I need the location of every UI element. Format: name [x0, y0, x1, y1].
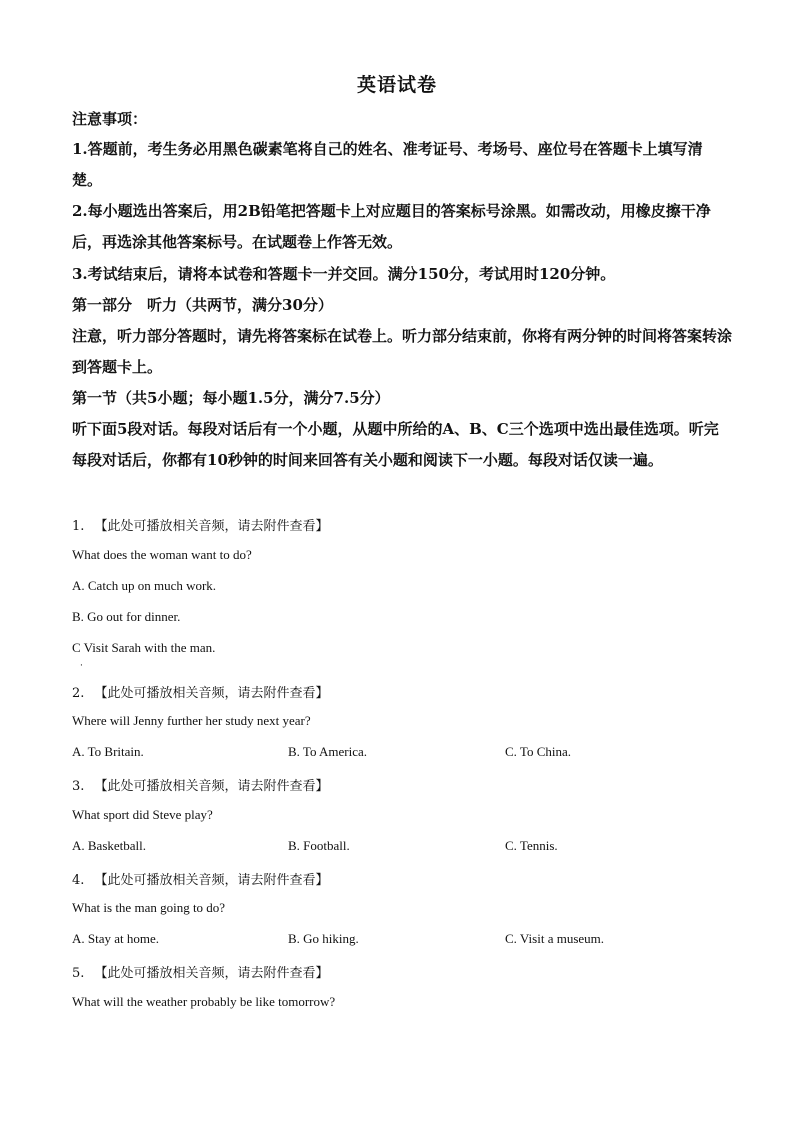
audio-placeholder[interactable]: 【此处可播放相关音频，请去附件查看】	[94, 686, 329, 701]
section1-instructions: 听下面5段对话。每段对话后有一个小题，从题中所给的A、B、C三个选项中选出最佳选项。听完每段对话后，你都有10秒钟的时间来回答有关小题和阅读下一小题。每段对话仅读一遍。	[72, 420, 719, 469]
question-4-header	[72, 869, 329, 888]
question-1-text: What does the woman want to do?	[72, 547, 252, 562]
notice-item-3: 3.考试结束后，请将本试卷和答题卡一并交回。满分150分，考试用时120分钟。	[72, 265, 616, 283]
notice-heading: 注意事项：	[72, 110, 148, 128]
question-number: 3.	[72, 779, 85, 794]
question-2-option-c: C. To China.	[505, 744, 572, 759]
question-3-option-c: C. Tennis.	[505, 838, 558, 853]
question-2-option-b: B. To America.	[288, 744, 368, 759]
part1-note: 注意，听力部分答题时，请先将答案标在试卷上。听力部分结束前，你将有两分钟的时间将答案转涂到答题卡上。	[72, 327, 733, 376]
question-2-option-a: A. To Britain.	[72, 744, 144, 759]
question-1-option-a: A. Catch up on much work.	[72, 578, 217, 593]
question-4-text: What is the man going to do?	[72, 900, 226, 915]
audio-placeholder[interactable]: 【此处可播放相关音频，请去附件查看】	[94, 966, 329, 981]
section1-heading: 第一节（共5小题；每小题1.5分，满分7.5分）	[72, 389, 390, 407]
question-number: 2.	[72, 686, 85, 701]
notice-item-1: 1.答题前，考生务必用黑色碳素笔将自己的姓名、准考证号、考场号、座位号在答题卡上填写清楚。	[72, 140, 703, 189]
question-3-option-a: A. Basketball.	[72, 838, 147, 853]
page-title: 英语试卷	[356, 74, 437, 96]
audio-placeholder[interactable]: 【此处可播放相关音频，请去附件查看】	[94, 779, 329, 794]
notice-item-2: 2.每小题选出答案后，用2B铅笔把答题卡上对应题目的答案标号涂黑。如需改动，用橡皮擦干净后，再选涂其他答案标号。在试题卷上作答无效。	[72, 202, 711, 251]
question-3-text: What sport did Steve play?	[72, 807, 213, 822]
question-1-option-c: C Visit Sarah with the man.	[72, 640, 216, 655]
question-3-header	[72, 775, 329, 794]
question-1-option-b: B. Go out for dinner.	[72, 609, 181, 624]
audio-placeholder[interactable]: 【此处可播放相关音频，请去附件查看】	[94, 873, 329, 888]
question-number: 4.	[72, 873, 85, 888]
question-4-option-b: B. Go hiking.	[288, 931, 359, 946]
question-number: 5.	[72, 966, 85, 981]
question-3-option-b: B. Football.	[288, 838, 350, 853]
question-2-text: Where will Jenny further her study next year?	[72, 713, 311, 728]
question-1-header	[72, 515, 329, 534]
stray-dot: ·	[80, 661, 83, 671]
question-4-option-c: C. Visit a museum.	[505, 931, 605, 946]
question-5-header	[72, 962, 329, 981]
question-2-header	[72, 682, 329, 701]
question-5-text: What will the weather probably be like tomorrow?	[72, 994, 336, 1009]
question-number: 1.	[72, 519, 85, 534]
audio-placeholder[interactable]: 【此处可播放相关音频，请去附件查看】	[94, 519, 329, 534]
part1-heading: 第一部分 听力（共两节，满分30分）	[72, 296, 333, 314]
question-4-option-a: A. Stay at home.	[72, 931, 160, 946]
